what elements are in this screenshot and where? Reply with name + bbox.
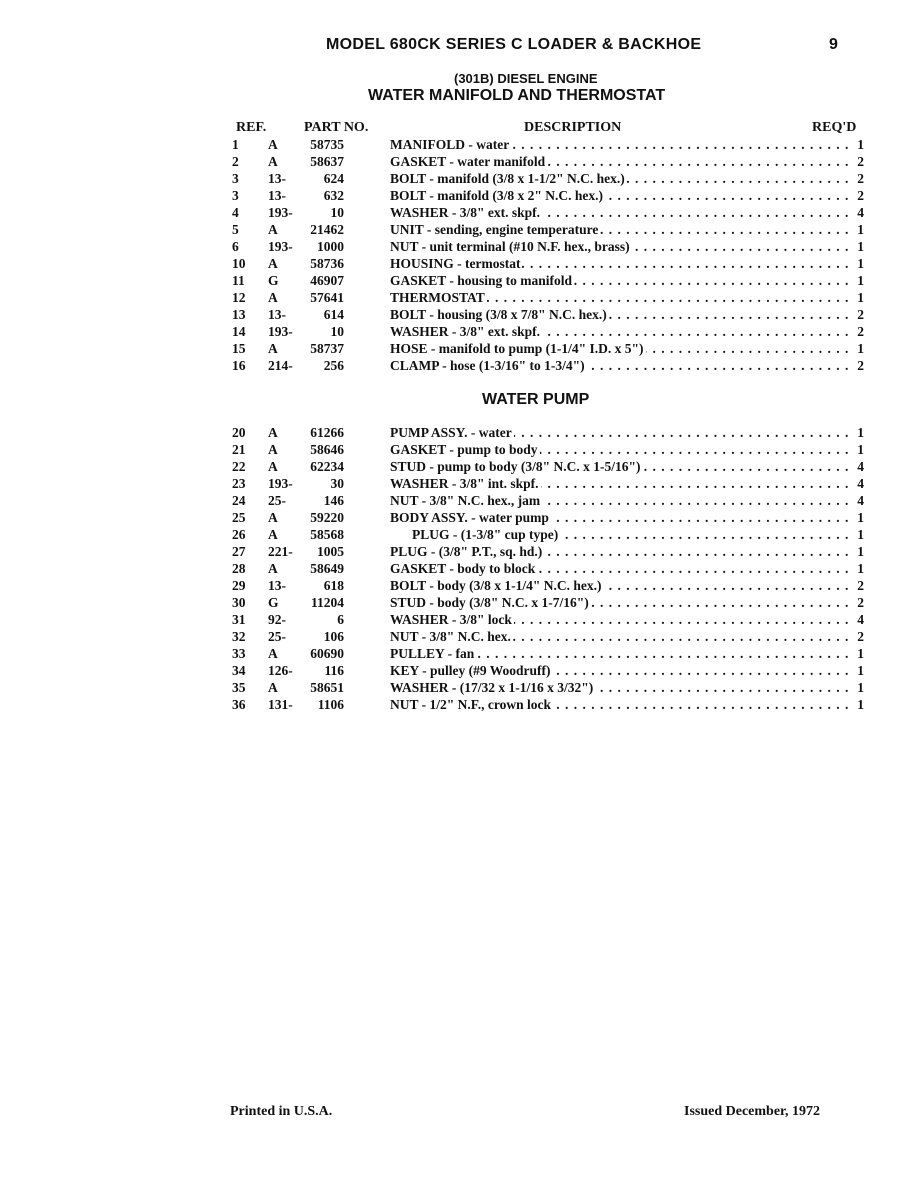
column-header-ref: REF. <box>236 120 267 135</box>
quantity-cell: 1 <box>852 663 864 679</box>
quantity-cell: 1 <box>852 222 864 238</box>
description-cell <box>390 273 854 289</box>
quantity-cell: 2 <box>852 188 864 204</box>
table-row <box>232 561 864 578</box>
description-text: NUT - unit terminal (#10 N.F. hex., brass) <box>390 239 630 254</box>
ref-cell: 25 <box>232 510 246 525</box>
quantity-cell: 2 <box>852 578 864 594</box>
table-row <box>232 493 864 510</box>
part-prefix-cell: 193- <box>268 476 293 491</box>
table-row <box>232 459 864 476</box>
description-text: STUD - pump to body (3/8" N.C. x 1-5/16") <box>390 459 641 474</box>
description-text: BOLT - body (3/8 x 1-1/4" N.C. hex.) <box>390 578 602 593</box>
quantity-cell: 1 <box>852 510 864 526</box>
quantity-cell: 4 <box>852 493 864 509</box>
part-number-cell: 1106 <box>317 697 344 712</box>
description-cell <box>390 663 854 679</box>
description-text: GASKET - housing to manifold <box>390 273 573 288</box>
part-prefix-cell: A <box>268 646 278 661</box>
part-number-cell: 6 <box>337 612 344 627</box>
part-number-cell: 58649 <box>310 561 344 576</box>
quantity-cell: 4 <box>852 612 864 628</box>
quantity-cell: 1 <box>852 273 864 289</box>
ref-cell: 14 <box>232 324 246 339</box>
table-row <box>232 222 864 239</box>
description-cell <box>390 290 854 306</box>
footer-issued: Issued December, 1972 <box>684 1104 820 1119</box>
part-prefix-cell: 25- <box>268 629 286 644</box>
ref-cell: 6 <box>232 239 239 254</box>
description-text: KEY - pulley (#9 Woodruff) <box>390 663 551 678</box>
description-text: WASHER - 3/8" int. skpf. <box>390 476 539 491</box>
description-cell <box>390 137 854 153</box>
part-number-cell: 10 <box>330 324 344 339</box>
table-row <box>232 239 864 256</box>
quantity-cell: 1 <box>852 442 864 458</box>
part-number-cell: 58736 <box>310 256 344 271</box>
ref-cell: 27 <box>232 544 246 559</box>
ref-cell: 26 <box>232 527 246 542</box>
table-row <box>232 425 864 442</box>
description-text: WASHER - 3/8" ext. skpf. <box>390 205 541 220</box>
description-text: GASKET - pump to body <box>390 442 538 457</box>
description-cell <box>390 171 854 187</box>
ref-cell: 1 <box>232 137 239 152</box>
ref-cell: 10 <box>232 256 246 271</box>
part-number-cell: 30 <box>330 476 344 491</box>
quantity-cell: 2 <box>852 324 864 340</box>
description-text: STUD - body (3/8" N.C. x 1-7/16") <box>390 595 589 610</box>
ref-cell: 12 <box>232 290 246 305</box>
table-row <box>232 205 864 222</box>
part-prefix-cell: 193- <box>268 239 293 254</box>
table-row <box>232 290 864 307</box>
description-text: GASKET - water manifold <box>390 154 546 169</box>
part-prefix-cell: A <box>268 154 278 169</box>
manifold-parts-table <box>232 137 864 375</box>
description-text: WASHER - 3/8" lock <box>390 612 512 627</box>
description-text: NUT - 3/8" N.C. hex., jam <box>390 493 541 508</box>
description-cell <box>390 578 854 594</box>
part-prefix-cell: A <box>268 510 278 525</box>
description-text: BOLT - manifold (3/8 x 1-1/2" N.C. hex.) <box>390 171 625 186</box>
part-prefix-cell: A <box>268 459 278 474</box>
quantity-cell: 1 <box>852 425 864 441</box>
part-number-cell: 106 <box>323 629 344 644</box>
table-row <box>232 188 864 205</box>
part-number-cell: 46907 <box>310 273 344 288</box>
ref-cell: 11 <box>232 273 245 288</box>
description-text: MANIFOLD - water <box>390 137 510 152</box>
description-cell <box>390 510 854 526</box>
part-prefix-cell: A <box>268 341 278 356</box>
part-prefix-cell: A <box>268 137 278 152</box>
column-header-description: DESCRIPTION <box>524 120 622 135</box>
ref-cell: 22 <box>232 459 246 474</box>
column-header-part-no: PART NO. <box>304 120 369 135</box>
part-number-cell: 60690 <box>310 646 344 661</box>
ref-cell: 31 <box>232 612 246 627</box>
quantity-cell: 1 <box>852 290 864 306</box>
part-prefix-cell: 13- <box>268 188 286 203</box>
description-cell <box>390 239 854 255</box>
quantity-cell: 1 <box>852 527 864 543</box>
part-number-cell: 256 <box>323 358 344 373</box>
part-prefix-cell: 126- <box>268 663 293 678</box>
description-cell <box>390 358 854 374</box>
description-text: PLUG - (3/8" P.T., sq. hd.) <box>390 544 543 559</box>
part-prefix-cell: 92- <box>268 612 286 627</box>
water-pump-title: WATER PUMP <box>482 391 590 408</box>
page-number: 9 <box>829 36 838 53</box>
table-row <box>232 544 864 561</box>
part-number-cell: 11204 <box>310 595 344 610</box>
ref-cell: 33 <box>232 646 246 661</box>
section-title: WATER MANIFOLD AND THERMOSTAT <box>368 87 666 104</box>
table-row <box>232 307 864 324</box>
part-prefix-cell: A <box>268 222 278 237</box>
description-text: CLAMP - hose (1-3/16" to 1-3/4") <box>390 358 585 373</box>
table-row <box>232 154 864 171</box>
description-cell <box>390 442 854 458</box>
ref-cell: 35 <box>232 680 246 695</box>
table-row <box>232 442 864 459</box>
ref-cell: 32 <box>232 629 246 644</box>
ref-cell: 4 <box>232 205 239 220</box>
part-prefix-cell: 13- <box>268 171 286 186</box>
part-number-cell: 61266 <box>310 425 344 440</box>
ref-cell: 5 <box>232 222 239 237</box>
ref-cell: 34 <box>232 663 246 678</box>
description-cell <box>390 324 854 340</box>
description-cell <box>390 307 854 323</box>
table-row <box>232 137 864 154</box>
part-number-cell: 21462 <box>310 222 344 237</box>
table-row <box>232 578 864 595</box>
part-prefix-cell: 13- <box>268 578 286 593</box>
table-row <box>232 341 864 358</box>
ref-cell: 29 <box>232 578 246 593</box>
description-text: PULLEY - fan <box>390 646 475 661</box>
part-number-cell: 58651 <box>310 680 344 695</box>
part-prefix-cell: A <box>268 527 278 542</box>
part-number-cell: 618 <box>323 578 344 593</box>
description-cell <box>390 680 854 696</box>
table-row <box>232 171 864 188</box>
part-prefix-cell: 25- <box>268 493 286 508</box>
part-number-cell: 58735 <box>310 137 344 152</box>
ref-cell: 13 <box>232 307 246 322</box>
description-text: HOUSING - termostat <box>390 256 521 271</box>
pump-parts-table <box>232 425 864 714</box>
description-text: NUT - 1/2" N.F., crown lock <box>390 697 552 712</box>
description-cell <box>390 561 854 577</box>
description-text: WASHER - (17/32 x 1-1/16 x 3/32") <box>390 680 594 695</box>
part-prefix-cell: A <box>268 256 278 271</box>
description-cell <box>390 629 854 645</box>
description-cell <box>390 612 854 628</box>
quantity-cell: 2 <box>852 154 864 170</box>
part-number-cell: 58737 <box>310 341 344 356</box>
part-number-cell: 57641 <box>310 290 344 305</box>
description-cell <box>390 646 854 662</box>
description-text: HOSE - manifold to pump (1-1/4" I.D. x 5") <box>390 341 644 356</box>
table-row <box>232 697 864 714</box>
quantity-cell: 1 <box>852 561 864 577</box>
part-prefix-cell: A <box>268 290 278 305</box>
ref-cell: 21 <box>232 442 246 457</box>
description-text: THERMOSTAT <box>390 290 485 305</box>
part-number-cell: 58637 <box>310 154 344 169</box>
description-cell <box>390 459 854 475</box>
quantity-cell: 4 <box>852 476 864 492</box>
description-text: GASKET - body to block <box>390 561 536 576</box>
ref-cell: 3 <box>232 188 239 203</box>
part-prefix-cell: 193- <box>268 324 293 339</box>
ref-cell: 23 <box>232 476 246 491</box>
part-number-cell: 116 <box>324 663 344 678</box>
quantity-cell: 4 <box>852 459 864 475</box>
table-row <box>232 324 864 341</box>
table-row <box>232 476 864 493</box>
part-number-cell: 58568 <box>310 527 344 542</box>
ref-cell: 28 <box>232 561 246 576</box>
part-prefix-cell: 214- <box>268 358 293 373</box>
quantity-cell: 1 <box>852 341 864 357</box>
part-prefix-cell: A <box>268 425 278 440</box>
description-cell <box>390 222 854 238</box>
description-cell <box>390 188 854 204</box>
part-number-cell: 624 <box>323 171 344 186</box>
description-cell <box>390 341 854 357</box>
ref-cell: 2 <box>232 154 239 169</box>
part-number-cell: 614 <box>323 307 344 322</box>
ref-cell: 3 <box>232 171 239 186</box>
quantity-cell: 1 <box>852 137 864 153</box>
part-prefix-cell: G <box>268 273 279 288</box>
description-cell <box>390 205 854 221</box>
part-number-cell: 58646 <box>310 442 344 457</box>
part-number-cell: 1000 <box>317 239 344 254</box>
description-text: NUT - 3/8" N.C. hex. <box>390 629 511 644</box>
part-prefix-cell: 131- <box>268 697 293 712</box>
quantity-cell: 4 <box>852 205 864 221</box>
table-row <box>232 612 864 629</box>
part-number-cell: 632 <box>323 188 344 203</box>
quantity-cell: 1 <box>852 646 864 662</box>
part-prefix-cell: A <box>268 561 278 576</box>
table-row <box>232 527 864 544</box>
quantity-cell: 2 <box>852 307 864 323</box>
table-row <box>232 273 864 290</box>
part-prefix-cell: G <box>268 595 279 610</box>
description-text: BOLT - housing (3/8 x 7/8" N.C. hex.) <box>390 307 607 322</box>
description-cell <box>390 425 854 441</box>
description-cell <box>390 527 854 543</box>
column-header-reqd: REQ'D <box>812 120 857 135</box>
quantity-cell: 1 <box>852 256 864 272</box>
table-row <box>232 256 864 273</box>
description-text: UNIT - sending, engine temperature <box>390 222 599 237</box>
table-row <box>232 663 864 680</box>
ref-cell: 24 <box>232 493 246 508</box>
part-number-cell: 10 <box>330 205 344 220</box>
table-row <box>232 510 864 527</box>
quantity-cell: 1 <box>852 697 864 713</box>
description-cell <box>390 595 854 611</box>
description-text: WASHER - 3/8" ext. skpf. <box>390 324 541 339</box>
ref-cell: 36 <box>232 697 246 712</box>
description-cell <box>390 256 854 272</box>
part-prefix-cell: A <box>268 680 278 695</box>
engine-subtitle: (301B) DIESEL ENGINE <box>454 71 598 86</box>
quantity-cell: 1 <box>852 544 864 560</box>
quantity-cell: 2 <box>852 171 864 187</box>
footer-printed: Printed in U.S.A. <box>230 1104 333 1119</box>
page-title: MODEL 680CK SERIES C LOADER & BACKHOE <box>326 36 702 53</box>
quantity-cell: 2 <box>852 629 864 645</box>
quantity-cell: 2 <box>852 595 864 611</box>
ref-cell: 30 <box>232 595 246 610</box>
ref-cell: 15 <box>232 341 246 356</box>
part-prefix-cell: 13- <box>268 307 286 322</box>
part-number-cell: 1005 <box>317 544 344 559</box>
description-text: PLUG - (1-3/8" cup type) <box>390 527 560 542</box>
table-row <box>232 629 864 646</box>
part-number-cell: 146 <box>323 493 344 508</box>
description-cell <box>390 544 854 560</box>
table-row <box>232 680 864 697</box>
table-row <box>232 358 864 375</box>
description-text: BODY ASSY. - water pump <box>390 510 549 525</box>
quantity-cell: 1 <box>852 239 864 255</box>
table-row <box>232 595 864 612</box>
part-number-cell: 62234 <box>310 459 344 474</box>
description-cell <box>390 476 854 492</box>
part-number-cell: 59220 <box>310 510 344 525</box>
description-cell <box>390 154 854 170</box>
table-row <box>232 646 864 663</box>
part-prefix-cell: 221- <box>268 544 293 559</box>
description-text: PUMP ASSY. - water <box>390 425 512 440</box>
ref-cell: 16 <box>232 358 246 373</box>
description-cell <box>390 493 854 509</box>
quantity-cell: 1 <box>852 680 864 696</box>
ref-cell: 20 <box>232 425 246 440</box>
description-cell <box>390 697 854 713</box>
part-prefix-cell: A <box>268 442 278 457</box>
part-prefix-cell: 193- <box>268 205 293 220</box>
quantity-cell: 2 <box>852 358 864 374</box>
description-text: BOLT - manifold (3/8 x 2" N.C. hex.) <box>390 188 604 203</box>
